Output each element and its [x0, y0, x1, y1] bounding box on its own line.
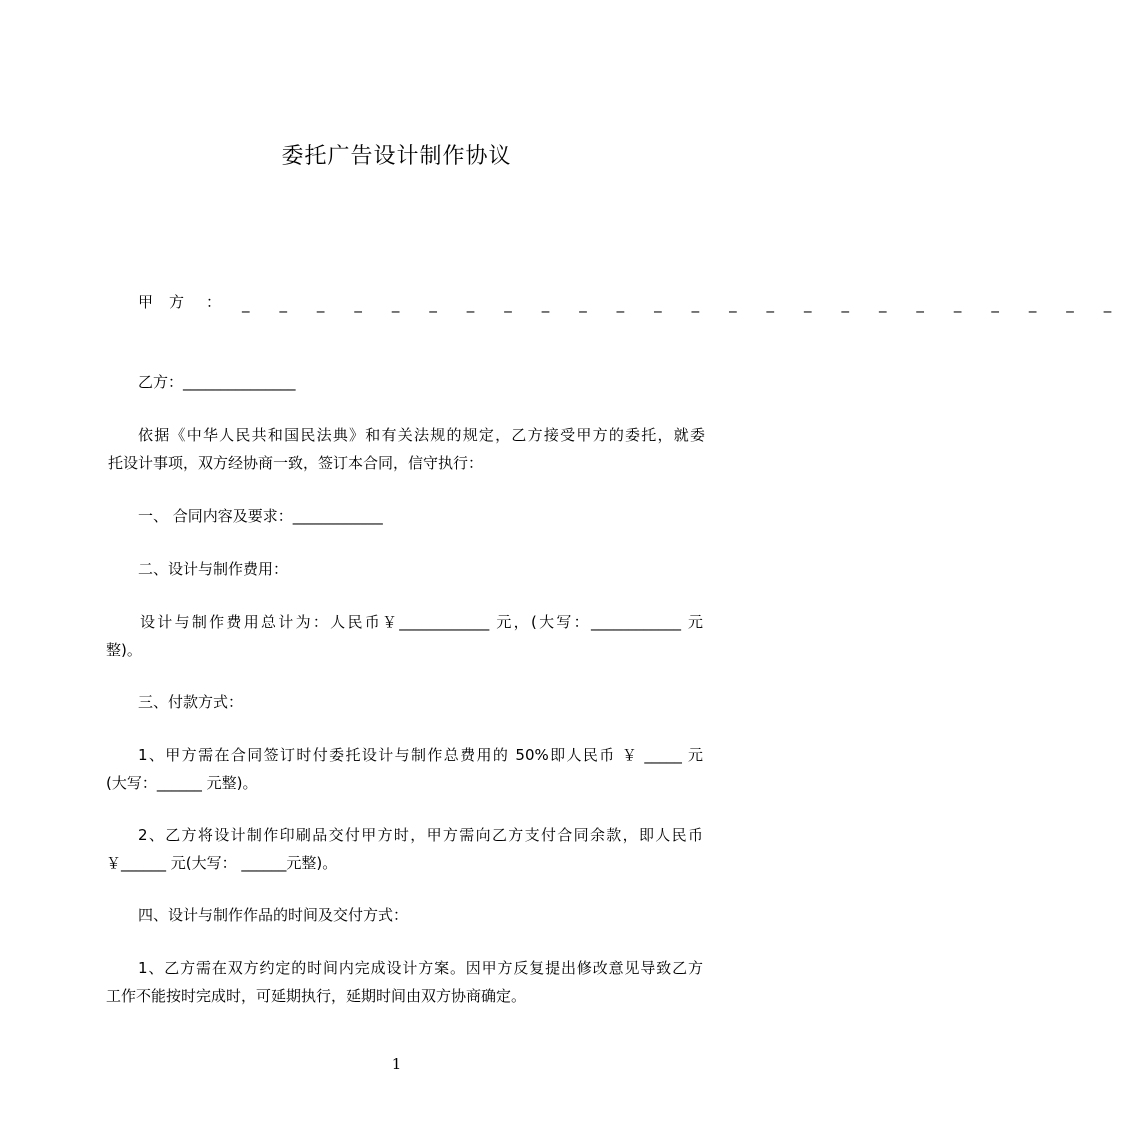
party-a-label: 甲方 [138, 293, 201, 311]
payment-1-line-1: 1、甲方需在合同签订时付委托设计与制作总费用的 50%即人民币 ￥ _____ 元 [138, 746, 703, 764]
fee-line-1: 设计与制作费用总计为：人民币￥____________ 元，(大写：____________ 元 [140, 613, 703, 631]
party-a-line [138, 292, 1124, 316]
section-1-heading: 一、 合同内容及要求：____________ [138, 507, 383, 525]
payment-2-line-2: ￥______ 元(大写： ______元整)。 [106, 854, 338, 872]
intro-line-2: 托设计事项，双方经协商一致，签订本合同，信守执行： [108, 454, 484, 472]
section-4-heading: 四、设计与制作作品的时间及交付方式： [138, 906, 409, 924]
party-a-colon: ： [206, 293, 222, 311]
page-number: 1 [391, 1055, 402, 1073]
delivery-1-line-2: 工作不能按时完成时，可延期执行，延期时间由双方协商确定。 [106, 987, 527, 1005]
section-2-heading: 二、设计与制作费用： [138, 560, 289, 578]
section-3-heading: 三、付款方式： [138, 693, 244, 711]
document-title: 委托广告设计制作协议 [281, 144, 512, 169]
payment-1-line-2: (大写：______ 元整)。 [106, 774, 258, 792]
payment-2-line-1: 2、乙方将设计制作印刷品交付甲方时，甲方需向乙方支付合同余款，即人民币 [138, 826, 703, 844]
party-a-blank: _ _ _ _ _ _ _ _ _ _ _ _ _ _ _ _ _ _ _ _ _ _ _ _ [242, 295, 1124, 313]
party-b-line: 乙方：_______________ [138, 373, 296, 391]
delivery-1-line-1: 1、乙方需在双方约定的时间内完成设计方案。因甲方反复提出修改意见导致乙方 [138, 959, 703, 977]
fee-line-2: 整)。 [106, 641, 142, 659]
intro-line-1: 依据《中华人民共和国民法典》和有关法规的规定，乙方接受甲方的委托，就委 [138, 426, 705, 444]
